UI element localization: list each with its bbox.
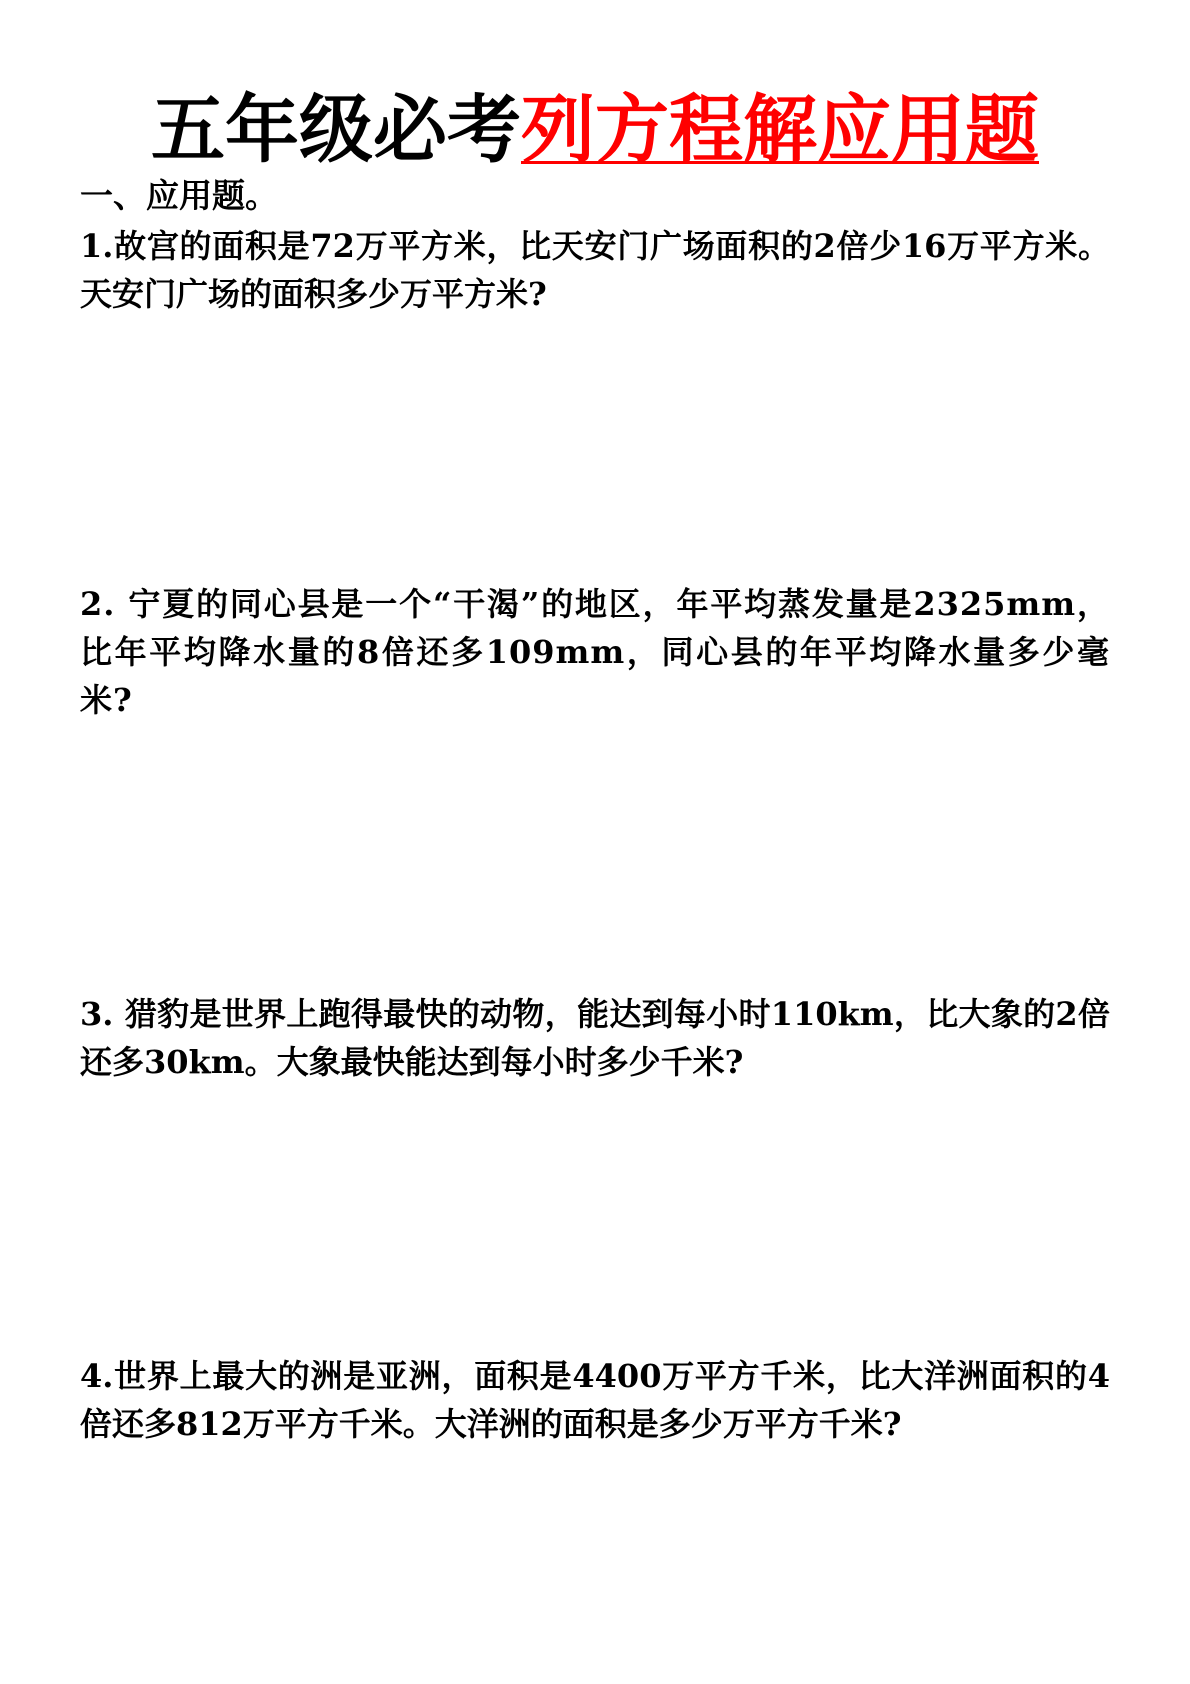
question-1: 1.故宫的面积是72万平方米，比天安门广场面积的2倍少16万平方米。天安门广场的面积多少万平方米? xyxy=(80,227,1110,313)
page-title xyxy=(0,82,1190,178)
question-4: 4.世界上最大的洲是亚洲，面积是4400万平方千米，比大洋洲面积的4倍还多812万平方千米。大洋洲的面积是多少万平方千米? xyxy=(80,1357,1110,1443)
section-heading: 一、应用题。 xyxy=(80,176,278,215)
question-2: 2. 宁夏的同心县是一个“干渴”的地区，年平均蒸发量是2325mm，比年平均降水量的8倍还多109mm，同心县的年平均降水量多少毫米? xyxy=(80,585,1110,719)
title-prefix: 五年级必考 xyxy=(151,87,521,173)
title-highlight: 列方程解应用题 xyxy=(521,87,1039,173)
question-3: 3. 猎豹是世界上跑得最快的动物，能达到每小时110km，比大象的2倍还多30km。大象最快能达到每小时多少千米? xyxy=(80,995,1110,1081)
